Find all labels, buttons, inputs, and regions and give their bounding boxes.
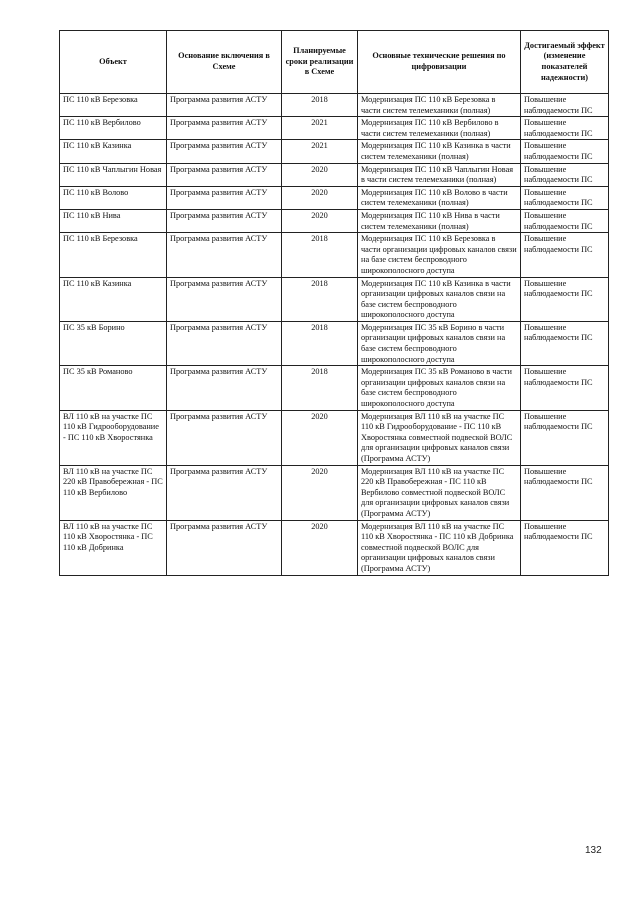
table-row: [60, 140, 609, 163]
cell-basis: Программа развития АСТУ: [167, 366, 282, 410]
table-row: [60, 163, 609, 186]
cell-solution: Модернизация ПС 110 кВ Казинка в части организации цифровых каналов связи на базе систем беспроводного широкополосного доступа: [358, 277, 521, 321]
cell-year: 2020: [282, 520, 358, 575]
cell-basis: Программа развития АСТУ: [167, 233, 282, 277]
cell-solution: Модернизация ПС 35 кВ Романово в части организации цифровых каналов связи на базе систем беспроводного широкополосного доступа: [358, 366, 521, 410]
table-row: [60, 465, 609, 520]
cell-year: 2020: [282, 209, 358, 232]
cell-year: 2018: [282, 233, 358, 277]
cell-solution: Модернизация ВЛ 110 кВ на участке ПС 110 кВ Гидрооборудование - ПС 110 кВ Хворостянка совместной подвеской ВОЛС для организации цифровых каналов связи (Программа АСТУ): [358, 410, 521, 465]
cell-year: 2020: [282, 163, 358, 186]
cell-basis: Программа развития АСТУ: [167, 209, 282, 232]
cell-solution: Модернизация ПС 110 кВ Березовка в части систем телемеханики (полная): [358, 94, 521, 117]
cell-effect: Повышение наблюдаемости ПС: [521, 163, 609, 186]
cell-effect: Повышение наблюдаемости ПС: [521, 233, 609, 277]
header-basis: Основание включения в Схеме: [167, 31, 282, 94]
table-row: [60, 321, 609, 365]
cell-object: ПС 110 кВ Вербилово: [60, 117, 167, 140]
cell-object: ВЛ 110 кВ на участке ПС 220 кВ Правобережная - ПС 110 кВ Вербилово: [60, 465, 167, 520]
cell-object: ПС 110 кВ Березовка: [60, 94, 167, 117]
cell-year: 2018: [282, 94, 358, 117]
cell-object: ПС 110 кВ Чаплыгин Новая: [60, 163, 167, 186]
cell-solution: Модернизация ПС 35 кВ Борино в части организации цифровых каналов связи на базе систем беспроводного широкополосного доступа: [358, 321, 521, 365]
cell-effect: Повышение наблюдаемости ПС: [521, 321, 609, 365]
cell-solution: Модернизация ПС 110 кВ Нива в части систем телемеханики (полная): [358, 209, 521, 232]
header-object: Объект: [60, 31, 167, 94]
cell-solution: Модернизация ПС 110 кВ Казинка в части систем телемеханики (полная): [358, 140, 521, 163]
digitalization-table: [59, 30, 609, 576]
cell-effect: Повышение наблюдаемости ПС: [521, 140, 609, 163]
cell-solution: Модернизация ПС 110 кВ Березовка в части организации цифровых каналов связи на базе систем беспроводного широкополосного доступа: [358, 233, 521, 277]
cell-effect: Повышение наблюдаемости ПС: [521, 520, 609, 575]
cell-basis: Программа развития АСТУ: [167, 117, 282, 140]
cell-effect: Повышение наблюдаемости ПС: [521, 94, 609, 117]
cell-object: ПС 35 кВ Романово: [60, 366, 167, 410]
table-body: [60, 94, 609, 576]
table-row: [60, 117, 609, 140]
cell-object: ПС 110 кВ Казинка: [60, 140, 167, 163]
cell-year: 2020: [282, 186, 358, 209]
cell-solution: Модернизация ПС 110 кВ Волово в части систем телемеханики (полная): [358, 186, 521, 209]
cell-solution: Модернизация ПС 110 кВ Вербилово в части систем телемеханики (полная): [358, 117, 521, 140]
cell-year: 2018: [282, 321, 358, 365]
cell-basis: Программа развития АСТУ: [167, 465, 282, 520]
cell-object: ПС 110 кВ Волово: [60, 186, 167, 209]
cell-basis: Программа развития АСТУ: [167, 163, 282, 186]
cell-object: ВЛ 110 кВ на участке ПС 110 кВ Хворостянка - ПС 110 кВ Добринка: [60, 520, 167, 575]
cell-year: 2020: [282, 410, 358, 465]
table-header-row: [60, 31, 609, 94]
cell-solution: Модернизация ВЛ 110 кВ на участке ПС 110 кВ Хворостянка - ПС 110 кВ Добринка совместной подвеской ВОЛС для организации цифровых каналов связи (Программа АСТУ): [358, 520, 521, 575]
cell-effect: Повышение наблюдаемости ПС: [521, 209, 609, 232]
cell-effect: Повышение наблюдаемости ПС: [521, 465, 609, 520]
table-row: [60, 410, 609, 465]
cell-effect: Повышение наблюдаемости ПС: [521, 186, 609, 209]
cell-object: ВЛ 110 кВ на участке ПС 110 кВ Гидрооборудование - ПС 110 кВ Хворостянка: [60, 410, 167, 465]
cell-year: 2021: [282, 140, 358, 163]
table-row: [60, 233, 609, 277]
table-row: [60, 209, 609, 232]
table-row: [60, 277, 609, 321]
cell-effect: Повышение наблюдаемости ПС: [521, 410, 609, 465]
cell-solution: Модернизация ВЛ 110 кВ на участке ПС 220 кВ Правобережная - ПС 110 кВ Вербилово совместной подвеской ВОЛС для организации цифровых каналов связи (Программа АСТУ): [358, 465, 521, 520]
cell-year: 2020: [282, 465, 358, 520]
cell-solution: Модернизация ПС 110 кВ Чаплыгин Новая в части систем телемеханики (полная): [358, 163, 521, 186]
cell-basis: Программа развития АСТУ: [167, 94, 282, 117]
cell-effect: Повышение наблюдаемости ПС: [521, 366, 609, 410]
header-planned-dates: Планируемые сроки реализации в Схеме: [282, 31, 358, 94]
table-row: [60, 366, 609, 410]
cell-year: 2018: [282, 366, 358, 410]
cell-basis: Программа развития АСТУ: [167, 410, 282, 465]
cell-basis: Программа развития АСТУ: [167, 277, 282, 321]
cell-effect: Повышение наблюдаемости ПС: [521, 277, 609, 321]
cell-effect: Повышение наблюдаемости ПС: [521, 117, 609, 140]
table-row: [60, 520, 609, 575]
cell-year: 2018: [282, 277, 358, 321]
page-number: 132: [585, 845, 602, 856]
cell-object: ПС 35 кВ Борино: [60, 321, 167, 365]
cell-object: ПС 110 кВ Нива: [60, 209, 167, 232]
cell-year: 2021: [282, 117, 358, 140]
cell-basis: Программа развития АСТУ: [167, 140, 282, 163]
cell-basis: Программа развития АСТУ: [167, 321, 282, 365]
cell-object: ПС 110 кВ Казинка: [60, 277, 167, 321]
header-effect: Достигаемый эффект (изменение показателей надежности): [521, 31, 609, 94]
table-row: [60, 94, 609, 117]
cell-basis: Программа развития АСТУ: [167, 520, 282, 575]
cell-basis: Программа развития АСТУ: [167, 186, 282, 209]
cell-object: ПС 110 кВ Березовка: [60, 233, 167, 277]
header-technical-solutions: Основные технические решения по цифровизации: [358, 31, 521, 94]
table-row: [60, 186, 609, 209]
